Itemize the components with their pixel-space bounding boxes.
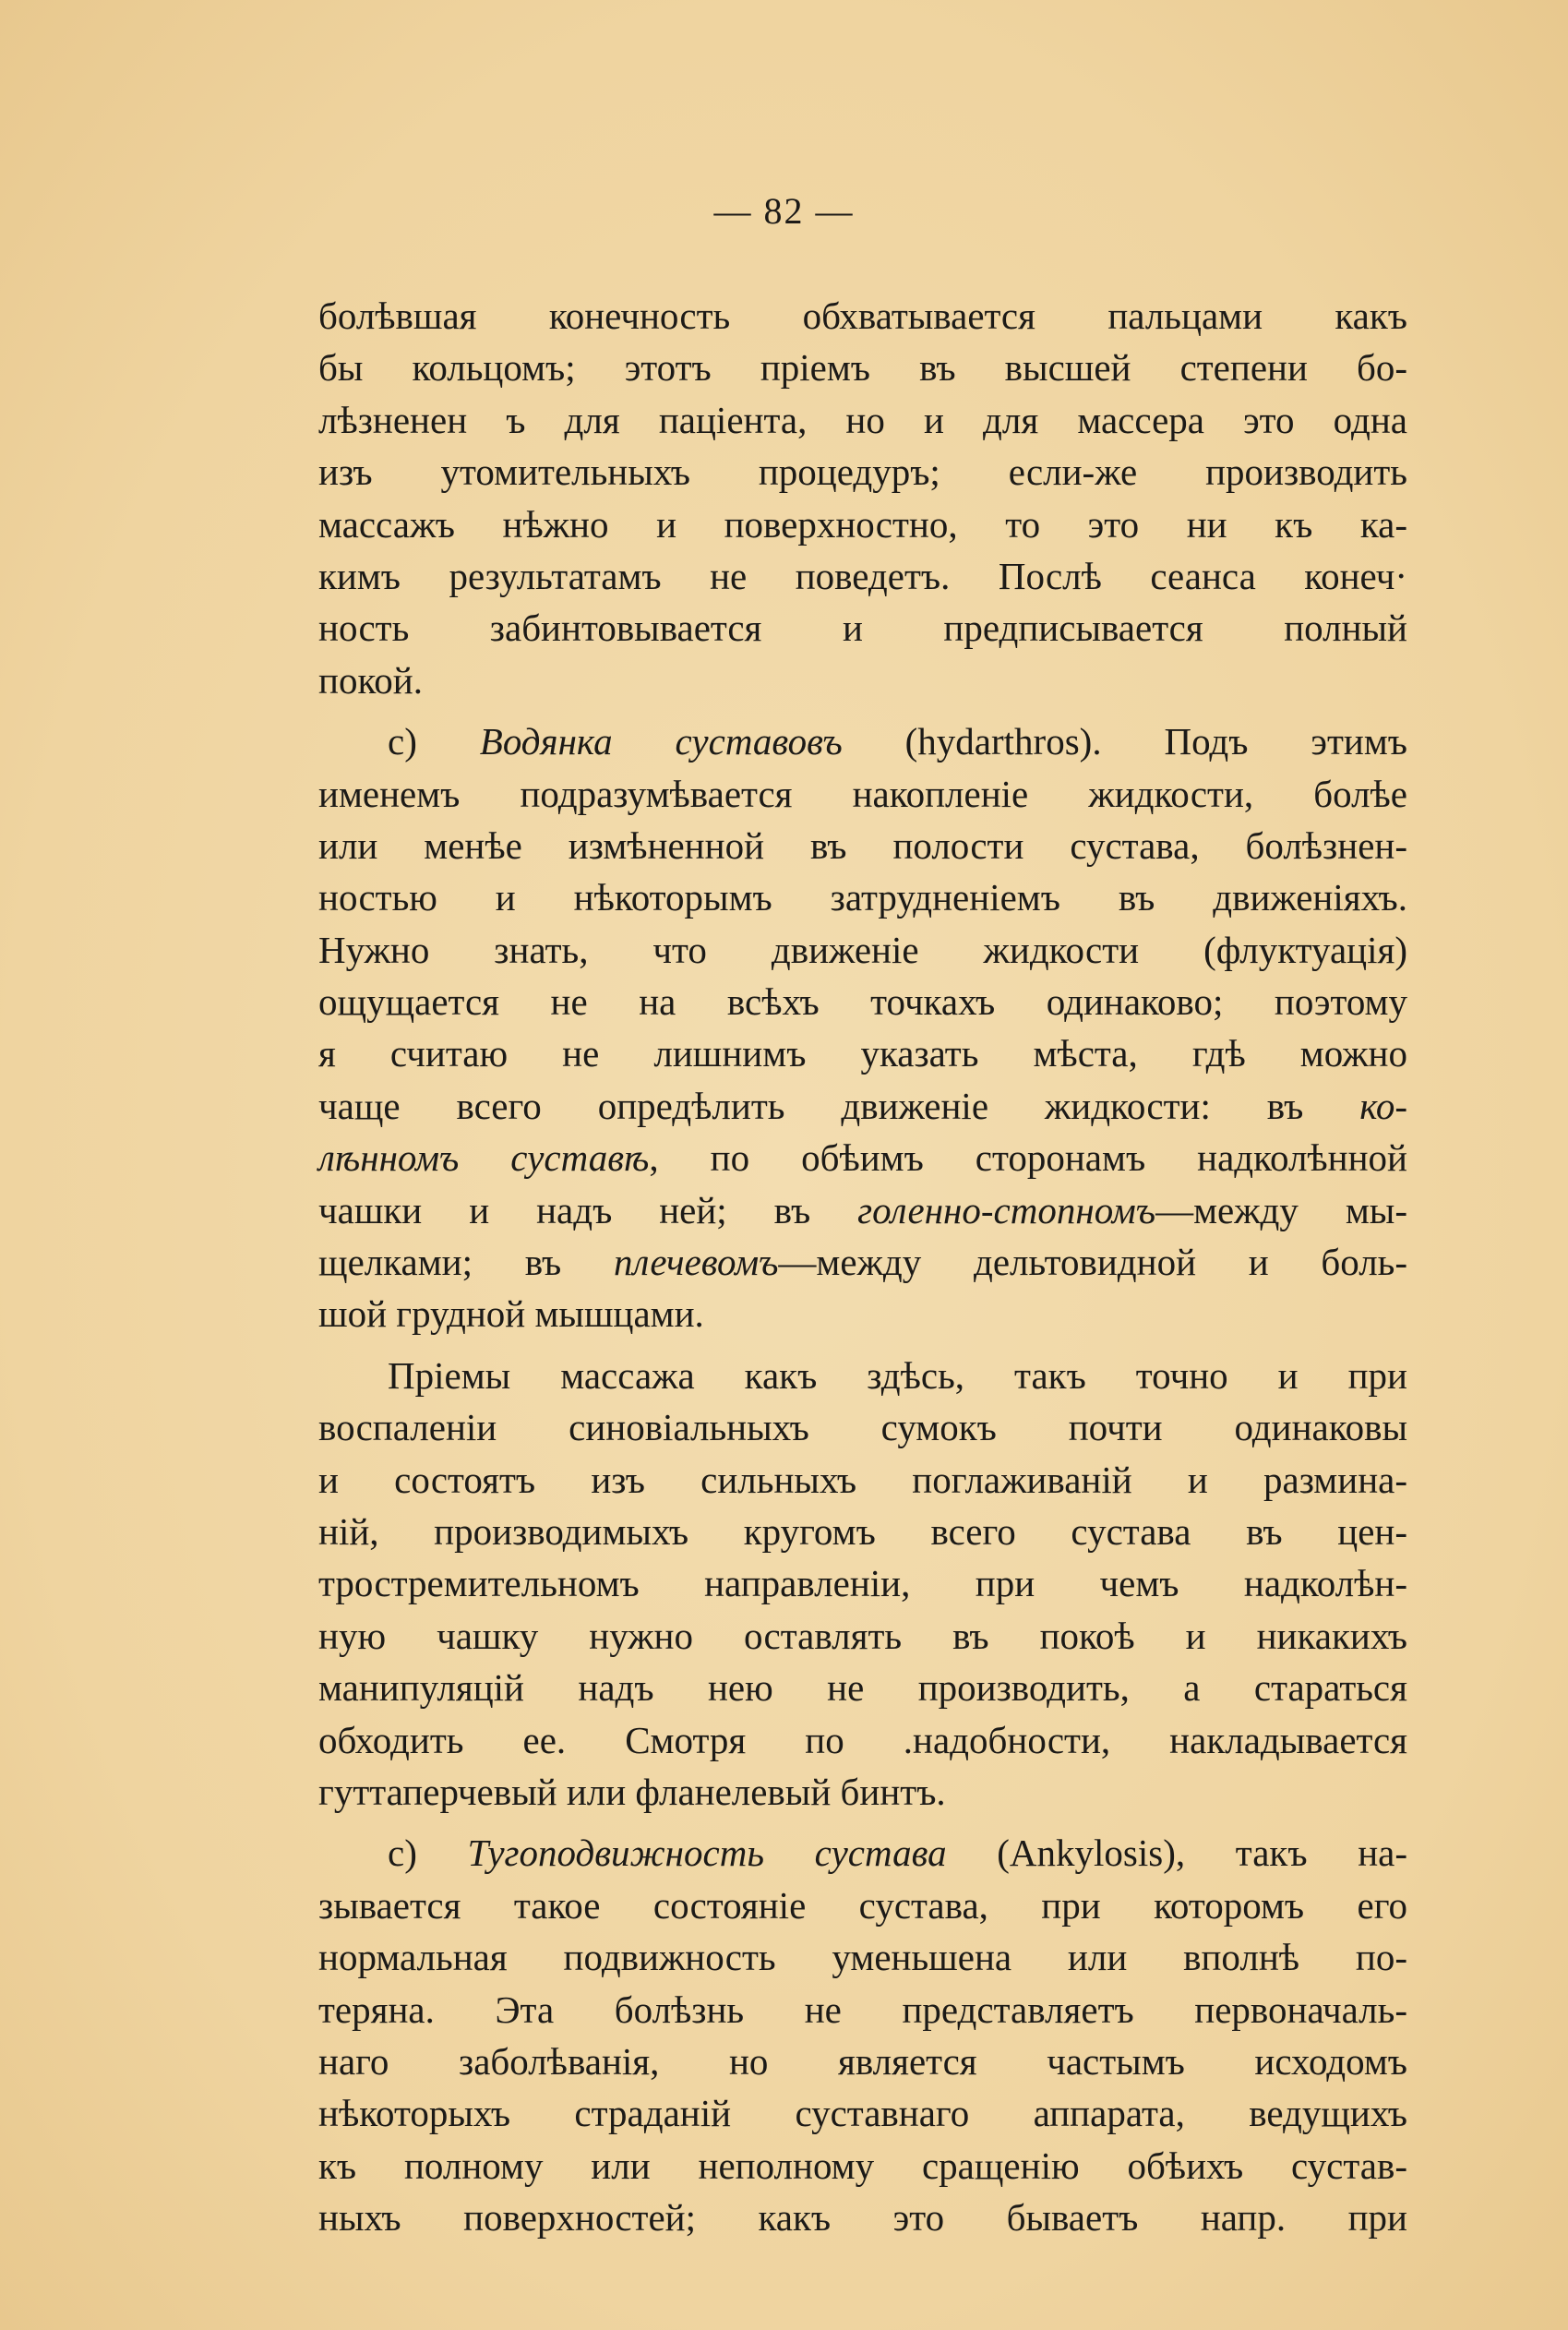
text-line: манипуляцій надъ нею не производить, а стараться xyxy=(318,1666,1407,1710)
text-line: шой грудной мышцами. xyxy=(318,1292,704,1336)
text-line: ность забинтовывается и предписывается полный xyxy=(318,607,1407,650)
text-line: я считаю не лишнимъ указать мѣста, гдѣ можно xyxy=(318,1032,1407,1075)
text-line xyxy=(318,1236,1407,1288)
text-run: —между дельтовидной и боль- xyxy=(778,1241,1408,1284)
text-run: щелками; въ xyxy=(318,1241,614,1284)
italic-term: лѣнномъ суставѣ xyxy=(318,1136,650,1180)
text-line: Пріемы массажа какъ здѣсь, такъ точно и при xyxy=(388,1353,1407,1397)
text-line: Нужно знать, что движеніе жидкости (флуктуація) xyxy=(318,928,1407,971)
text-line: воспаленіи синовіальныхъ сумокъ почти одинаковы xyxy=(318,1406,1407,1449)
italic-term: плечевомъ xyxy=(613,1241,779,1284)
text-line: гуттаперчевый или фланелевый бинтъ. xyxy=(318,1770,946,1813)
text-line: нормальная подвижность уменьшена или вполнѣ по- xyxy=(318,1936,1407,1979)
paragraph-ankylosis xyxy=(318,1827,1407,2243)
text-line xyxy=(318,1132,1407,1183)
text-line: лѣзненен ъ для паціента, но и для массера это одна xyxy=(318,398,1407,441)
text-line: кимъ результатамъ не поведетъ. Послѣ сеанса конеч· xyxy=(318,554,1407,597)
text-line: или менѣе измѣненной въ полости сустава, болѣзнен- xyxy=(318,823,1407,867)
section-heading: Тугоподвижность сустава xyxy=(467,1832,947,1875)
text-line: наго заболѣванія, но является частымъ исходомъ xyxy=(318,2039,1407,2083)
text-line: бы кольцомъ; этотъ пріемъ въ высшей степени бо- xyxy=(318,346,1407,390)
text-line: зывается такое состояніе сустава, при которомъ его xyxy=(318,1883,1407,1927)
text-line: покой. xyxy=(318,658,423,702)
text-run: , по обѣимъ сторонамъ надколѣнной xyxy=(649,1136,1408,1180)
section-marker: с) xyxy=(388,720,480,763)
text-run: (Ankylosis), такъ на- xyxy=(946,1832,1407,1875)
text-line: обходить ее. Смотря по .надобности, накладывается xyxy=(318,1718,1407,1761)
paragraph-massage-methods xyxy=(318,1350,1407,1819)
text-line xyxy=(318,1827,1407,1879)
text-line: ностью и нѣкоторымъ затрудненіемъ въ движеніяхъ. xyxy=(318,876,1407,919)
body-text xyxy=(318,290,1407,2243)
text-line: изъ утомительныхъ процедуръ; если-же производить xyxy=(318,450,1407,494)
text-line: массажъ нѣжно и поверхностно, то это ни къ ка- xyxy=(318,502,1407,546)
italic-term: голенно-стопномъ xyxy=(857,1188,1156,1231)
text-run: чашки и надъ ней; въ xyxy=(318,1188,858,1231)
section-marker: с) xyxy=(388,1832,468,1875)
text-line: нѣкоторыхъ страданій суставнаго аппарата, ведущихъ xyxy=(318,2092,1407,2135)
text-line: тростремительномъ направленіи, при чемъ надколѣн- xyxy=(318,1562,1407,1605)
text-line xyxy=(318,1184,1407,1236)
text-line: именемъ подразумѣвается накопленіе жидкости, болѣе xyxy=(318,772,1407,815)
text-run: —между мы- xyxy=(1155,1188,1407,1231)
text-line: ній, производимыхъ кругомъ всего сустава въ цен- xyxy=(318,1509,1407,1553)
text-run: (hydarthros). Подъ этимъ xyxy=(842,720,1407,763)
text-line: ную чашку нужно оставлять въ покоѣ и никакихъ xyxy=(318,1614,1407,1657)
text-line: ощущается не на всѣхъ точкахъ одинаково; поэтому xyxy=(318,980,1407,1024)
text-line xyxy=(318,1080,1407,1132)
text-line xyxy=(318,715,1407,767)
section-heading: Водянка суставовъ xyxy=(479,720,843,763)
paragraph-1 xyxy=(318,290,1407,706)
text-line: болѣвшая конечность обхватывается пальцами какъ xyxy=(318,294,1407,337)
text-line: теряна. Эта болѣзнь не представляетъ первоначаль- xyxy=(318,1988,1407,2031)
text-line: ныхъ поверхностей; какъ это бываетъ напр. при xyxy=(318,2196,1407,2240)
italic-term: ко- xyxy=(1359,1084,1407,1127)
paragraph-hydarthros xyxy=(318,715,1407,1340)
text-line: къ полному или неполному сращенію обѣихъ сустав- xyxy=(318,2144,1407,2187)
page-number: — 82 — xyxy=(713,190,855,232)
text-run: чаще всего опредѣлить движеніе жидкости: въ xyxy=(318,1084,1360,1127)
text-line: и состоятъ изъ сильныхъ поглаживаній и размина- xyxy=(318,1458,1407,1501)
